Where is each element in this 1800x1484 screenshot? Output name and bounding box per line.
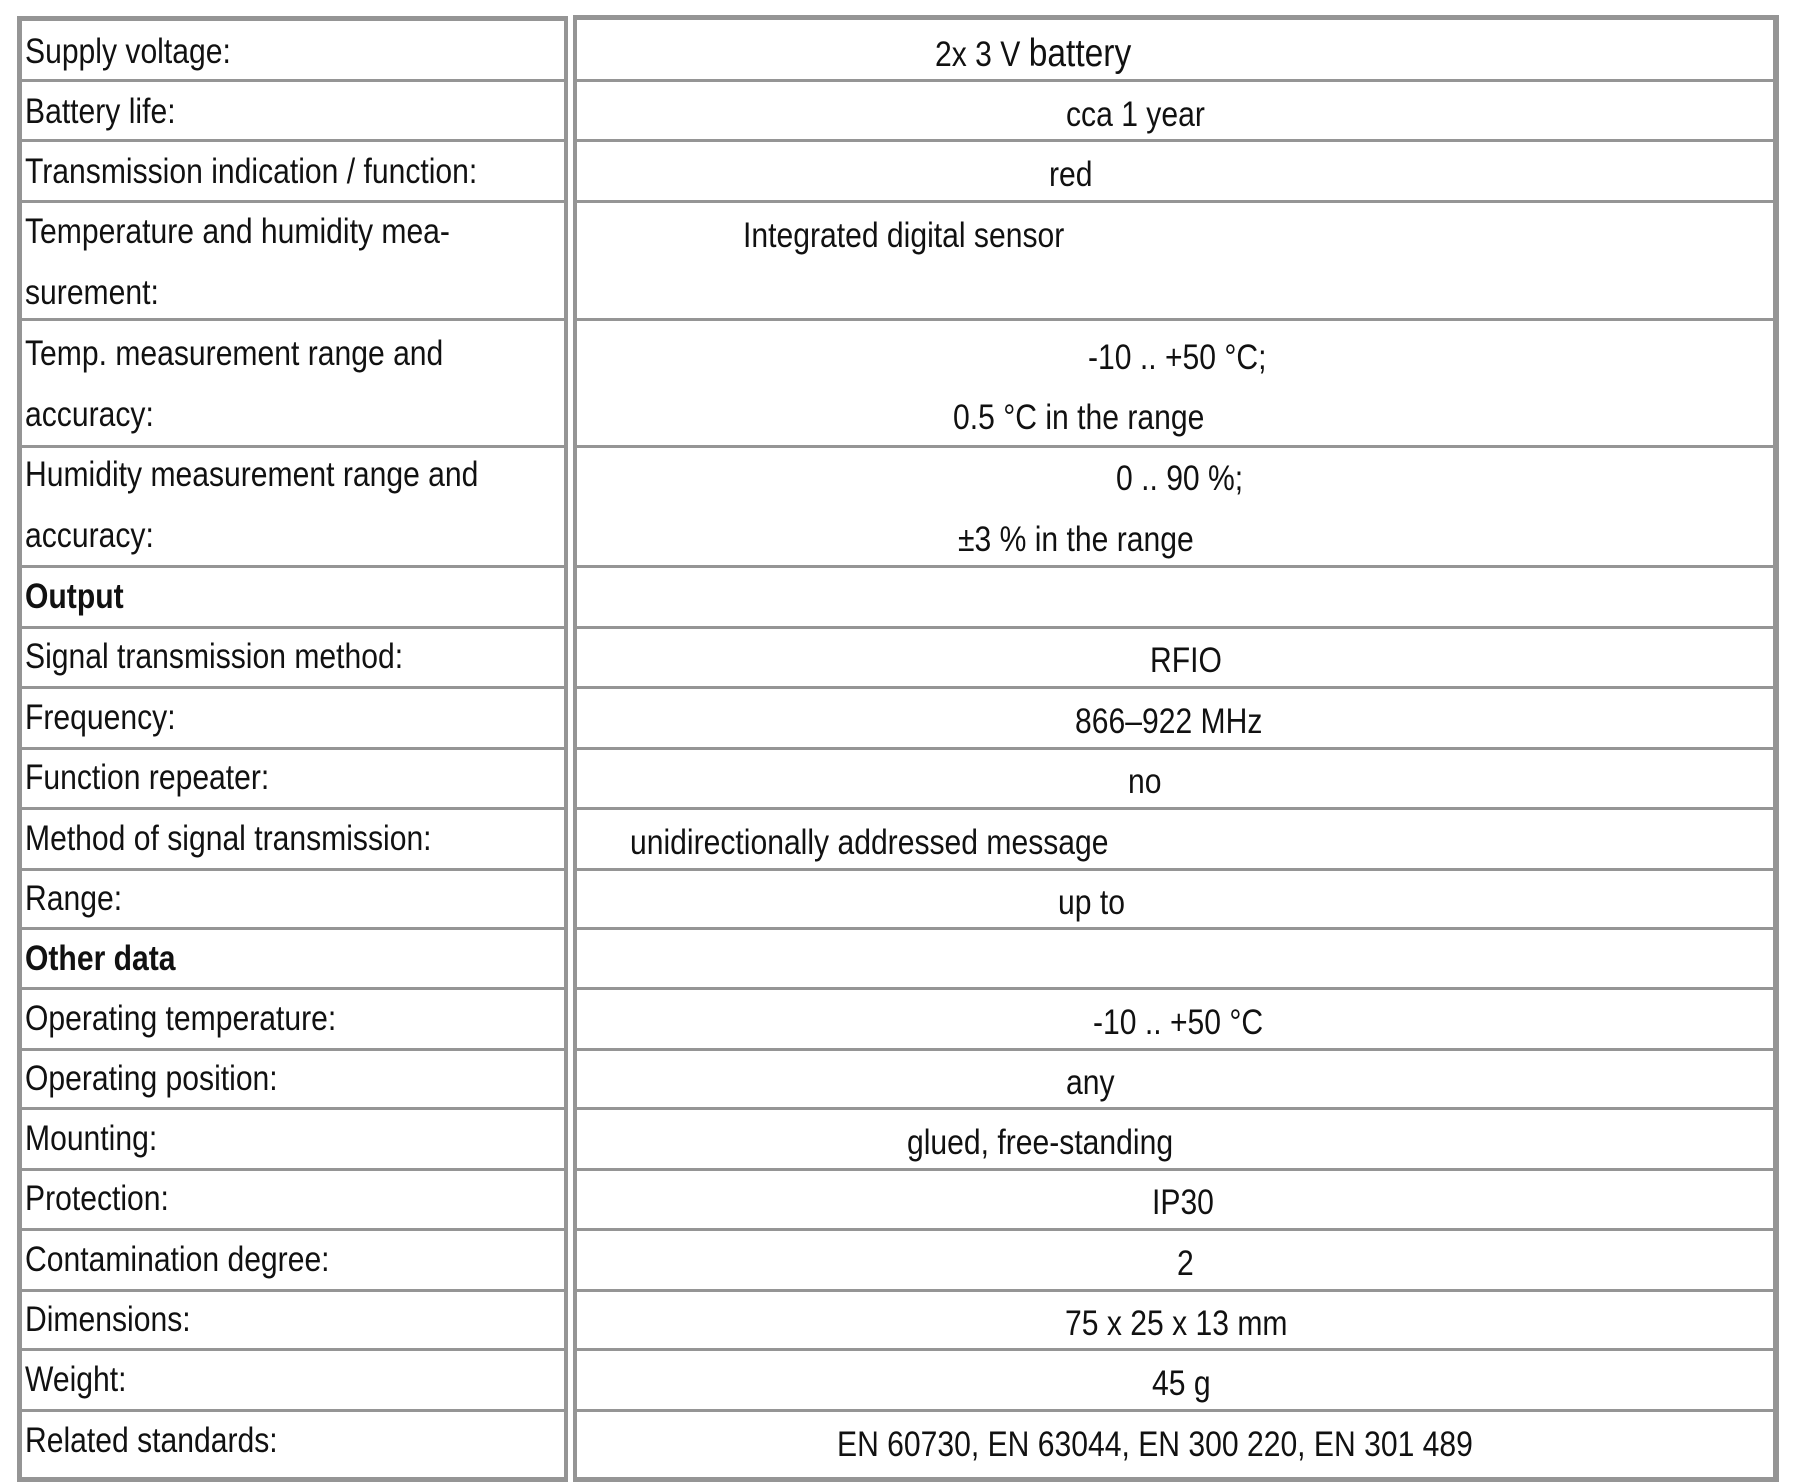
- value-function-repeater: no: [1128, 762, 1162, 801]
- label-temp-humidity-measurement-line1: Temperature and humidity mea-: [25, 212, 450, 251]
- value-range: up to: [1058, 883, 1125, 922]
- row-divider: [577, 200, 1773, 203]
- row-divider: [577, 1107, 1773, 1110]
- label-humidity-range-line1: Humidity measurement range and: [25, 455, 479, 494]
- row-divider: [577, 1348, 1773, 1351]
- row-divider: [577, 1409, 1773, 1412]
- spec-labels-table: [17, 16, 568, 1482]
- row-divider: [22, 79, 564, 82]
- label-operating-position: Operating position:: [25, 1059, 278, 1098]
- value-transmission-indication: red: [1049, 155, 1093, 194]
- value-signal-transmission-method: RFIO: [1150, 641, 1222, 680]
- row-divider: [22, 747, 564, 750]
- row-divider: [577, 139, 1773, 142]
- row-divider: [22, 1048, 564, 1051]
- row-divider: [577, 1048, 1773, 1051]
- value-dimensions: 75 x 25 x 13 mm: [1065, 1304, 1288, 1343]
- row-divider: [577, 79, 1773, 82]
- row-divider: [577, 445, 1773, 448]
- row-divider: [577, 626, 1773, 629]
- label-signal-transmission-method: Signal transmission method:: [25, 637, 404, 676]
- row-divider: [22, 1348, 564, 1351]
- section-output: Output: [25, 577, 124, 616]
- value-protection: IP30: [1152, 1183, 1214, 1222]
- label-protection: Protection:: [25, 1179, 169, 1218]
- label-mounting: Mounting:: [25, 1119, 158, 1158]
- row-divider: [22, 807, 564, 810]
- label-dimensions: Dimensions:: [25, 1300, 191, 1339]
- row-divider: [577, 1168, 1773, 1171]
- value-contamination-degree: 2: [1177, 1244, 1194, 1283]
- row-divider: [577, 807, 1773, 810]
- label-weight: Weight:: [25, 1360, 127, 1399]
- value-humidity-accuracy: ±3 % in the range: [958, 520, 1194, 559]
- value-temp-accuracy: 0.5 °C in the range: [953, 398, 1205, 437]
- label-battery-life: Battery life:: [25, 92, 176, 131]
- value-supply-voltage-type: battery: [1028, 32, 1132, 75]
- row-divider: [22, 626, 564, 629]
- row-divider: [22, 868, 564, 871]
- row-divider: [22, 1289, 564, 1292]
- spec-values-table: [573, 15, 1779, 1482]
- value-related-standards: EN 60730, EN 63044, EN 300 220, EN 301 489: [837, 1425, 1473, 1464]
- value-battery-life: cca 1 year: [1066, 95, 1205, 134]
- value-weight: 45 g: [1152, 1364, 1211, 1403]
- label-temp-range-line2: accuracy:: [25, 395, 154, 434]
- label-method-of-signal-transmission: Method of signal transmission:: [25, 819, 432, 858]
- label-contamination-degree: Contamination degree:: [25, 1240, 330, 1279]
- row-divider: [577, 686, 1773, 689]
- section-other-data: Other data: [25, 939, 176, 978]
- row-divider: [22, 1228, 564, 1231]
- row-divider: [22, 445, 564, 448]
- value-method-of-signal-transmission: unidirectionally addressed message: [630, 823, 1109, 862]
- row-divider: [577, 318, 1773, 321]
- value-supply-voltage: [935, 34, 1131, 75]
- label-temp-humidity-measurement-line2: surement:: [25, 273, 159, 312]
- row-divider: [577, 747, 1773, 750]
- row-divider: [577, 1228, 1773, 1231]
- row-divider: [22, 1168, 564, 1171]
- value-operating-temperature: -10 .. +50 °C: [1093, 1003, 1264, 1042]
- row-divider: [22, 987, 564, 990]
- row-divider: [577, 1289, 1773, 1292]
- value-measurement-sensor: Integrated digital sensor: [743, 216, 1065, 255]
- label-related-standards: Related standards:: [25, 1421, 278, 1460]
- row-divider: [22, 1107, 564, 1110]
- label-frequency: Frequency:: [25, 698, 176, 737]
- label-transmission-indication: Transmission indication / function:: [25, 152, 478, 191]
- row-divider: [22, 318, 564, 321]
- row-divider: [577, 565, 1773, 568]
- value-temp-range: -10 .. +50 °C;: [1088, 338, 1267, 377]
- row-divider: [22, 200, 564, 203]
- row-divider: [577, 868, 1773, 871]
- label-temp-range-line1: Temp. measurement range and: [25, 334, 444, 373]
- row-divider: [22, 927, 564, 930]
- row-divider: [22, 565, 564, 568]
- row-divider: [22, 1409, 564, 1412]
- value-humidity-range: 0 .. 90 %;: [1116, 459, 1244, 498]
- label-humidity-range-line2: accuracy:: [25, 516, 154, 555]
- value-supply-voltage-count: 2x 3 V: [935, 35, 1029, 74]
- row-divider: [22, 139, 564, 142]
- label-supply-voltage: Supply voltage:: [25, 32, 231, 71]
- value-frequency: 866–922 MHz: [1075, 702, 1263, 741]
- row-divider: [577, 927, 1773, 930]
- row-divider: [577, 987, 1773, 990]
- value-operating-position: any: [1066, 1063, 1115, 1102]
- label-range: Range:: [25, 879, 123, 918]
- value-mounting: glued, free-standing: [907, 1123, 1174, 1162]
- label-function-repeater: Function repeater:: [25, 758, 270, 797]
- label-operating-temperature: Operating temperature:: [25, 999, 337, 1038]
- row-divider: [22, 686, 564, 689]
